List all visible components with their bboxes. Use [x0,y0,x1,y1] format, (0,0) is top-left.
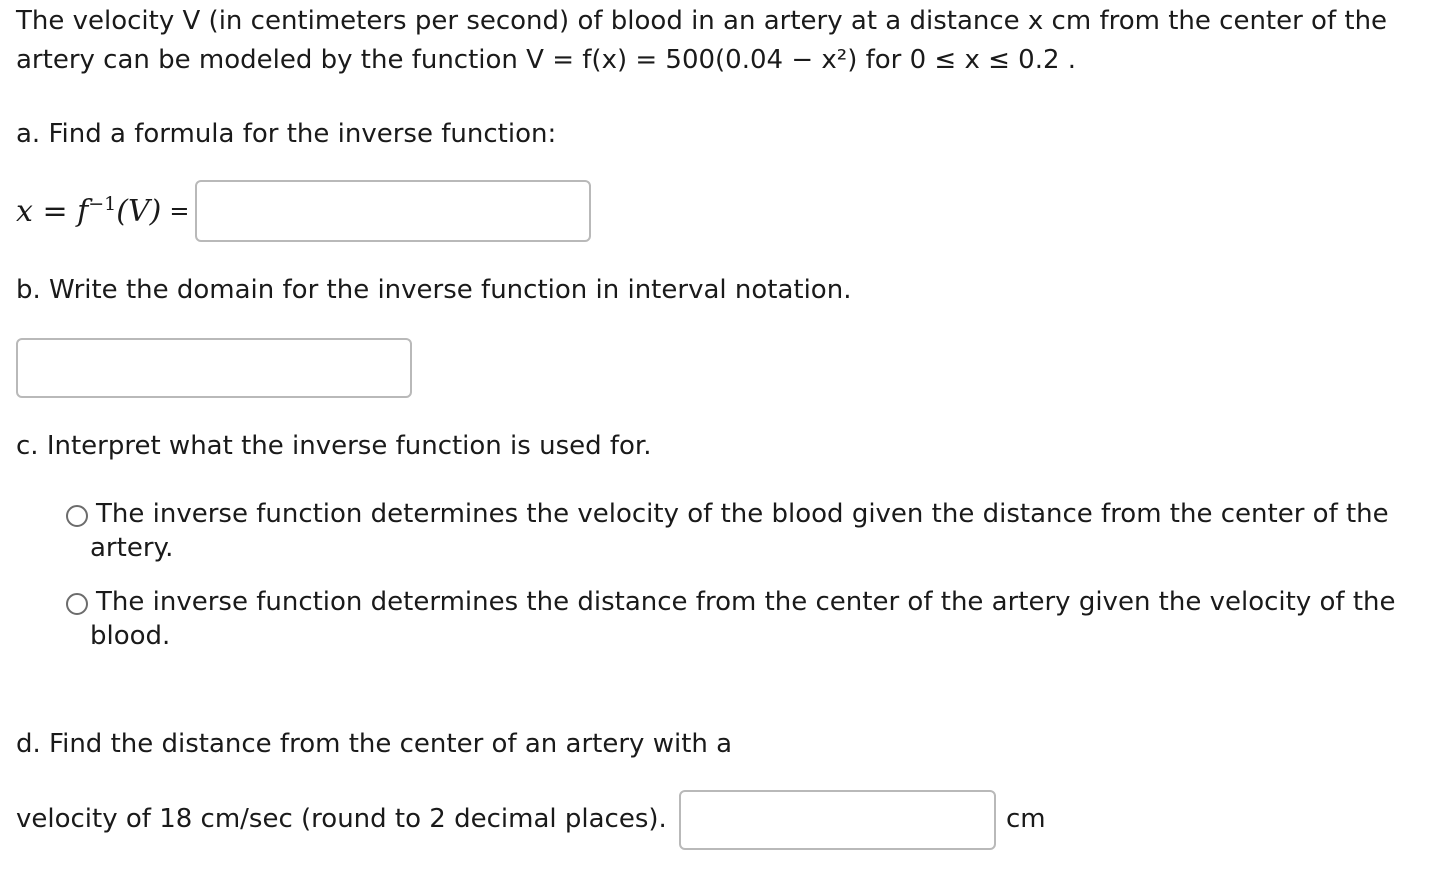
radio-button-1[interactable] [66,505,88,527]
radio-button-2[interactable] [66,593,88,615]
problem-statement [16,2,1426,80]
option-1-line-2: artery. [90,533,174,563]
option-1-text [90,497,1389,565]
inverse-lhs: x = f [16,194,89,229]
option-2-line-1: The inverse function determines the distance from the center of the artery given the velocity of the [96,587,1396,617]
domain-input[interactable] [16,338,412,398]
inverse-function-row [16,180,591,242]
part-c-question: c. Interpret what the inverse function is used for. [16,431,652,461]
part-b-question: b. Write the domain for the inverse function in interval notation. [16,275,852,305]
option-distance-given-velocity[interactable] [66,585,1416,653]
distance-input[interactable] [679,790,996,850]
option-velocity-given-distance[interactable] [66,497,1416,565]
problem-statement-line-2: artery can be modeled by the function V = f(x) = 500(0.04 − x²) for 0 ≤ x ≤ 0.2 . [16,45,1077,75]
inverse-function-label [16,193,161,229]
problem-statement-line-1: The velocity V (in centimeters per second) of blood in an artery at a distance x cm from the center of the [16,6,1388,36]
equals-sign: = [169,197,190,225]
option-2-text [90,585,1396,653]
inverse-function-input[interactable] [195,180,591,242]
option-2-line-2: blood. [90,621,171,651]
option-1-line-1: The inverse function determines the velocity of the blood given the distance from the center of the [96,499,1389,529]
inverse-arg: (V) [116,194,162,229]
part-d-question-line-1: d. Find the distance from the center of an artery with a [16,729,733,759]
unit-label: cm [1006,804,1046,834]
part-d-question-line-2: velocity of 18 cm/sec (round to 2 decimal places). [16,804,667,834]
inverse-exponent: −1 [88,193,117,215]
part-a-question: a. Find a formula for the inverse function: [16,119,557,149]
